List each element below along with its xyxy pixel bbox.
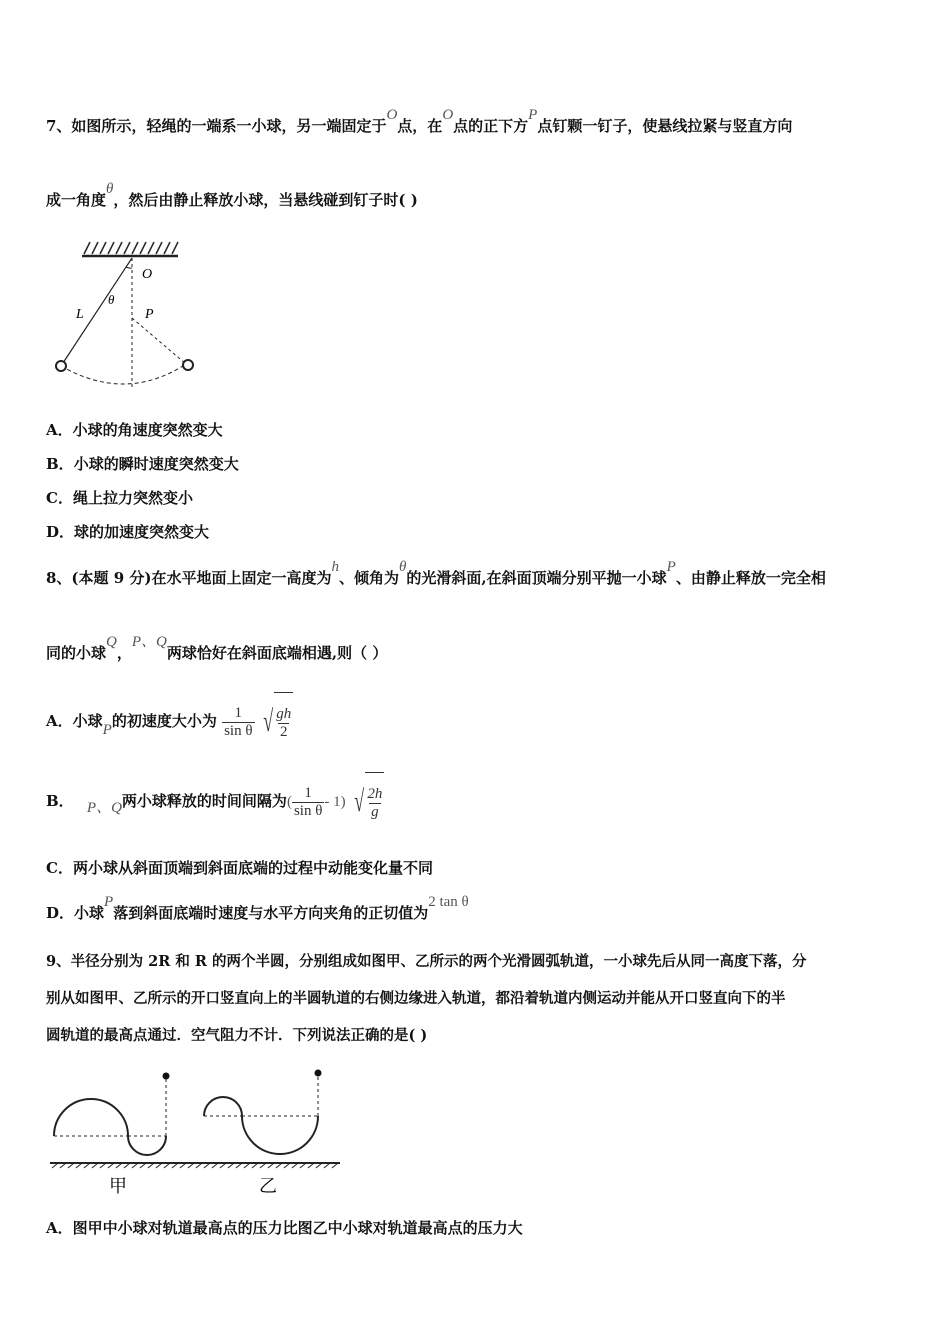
q9-line2: 别从如图甲、乙所示的开口竖直向上的半圆轨道的右侧边缘进入轨道，都沿着轨道内侧运动并能从开口竖直向下的半 (46, 990, 786, 1007)
q9-option-a[interactable]: A．图甲中小球对轨道最高点的压力比图乙中小球对轨道最高点的压力大 (46, 1219, 523, 1237)
label-theta: θ (108, 292, 115, 307)
q9-line3: 圆轨道的最高点通过．空气阻力不计．下列说法正确的是( ) (46, 1027, 428, 1044)
label-L: L (76, 307, 84, 322)
q7-option-d[interactable]: D．球的加速度突然变大 (46, 523, 210, 541)
label-O: O (142, 267, 153, 282)
q8-option-a[interactable]: A．小球P的初速度大小为 $\frac{1}{\text{sin θ}}$ √ $\frac{gh}{2}$ (46, 692, 293, 752)
ball-jia (163, 1073, 170, 1080)
string-line (61, 258, 132, 366)
track-yi-large-arc (242, 1116, 318, 1154)
fraction: $\frac{1}{\text{sin θ}}$ (293, 784, 323, 819)
track-jia-small-arc (128, 1136, 166, 1155)
square-root: √ $\frac{gh}{2}$ (260, 692, 293, 752)
symbol-O: O (442, 107, 454, 123)
q8-option-d[interactable]: D．小球P落到斜面底端时速度与水平方向夹角的正切值为2 tan θ (46, 894, 469, 922)
symbol-P: P (666, 559, 676, 575)
fraction: $\frac{1}{\text{sin θ}}$ (224, 704, 253, 739)
label-jia: 甲 (109, 1176, 127, 1197)
symbol-Q: Q (106, 634, 117, 650)
q8-line2: 同的小球Q，P、Q两球恰好在斜面底端相遇,则（ ） (46, 634, 388, 662)
q8-option-b[interactable]: B． P、Q两小球释放的时间间隔为( $\frac{1}{\text{sin θ}}$ - 1) √ $\frac{2h}{g}$ (46, 772, 384, 832)
q7-option-b[interactable]: B．小球的瞬时速度突然变大 (46, 455, 239, 473)
expression-2tan-theta: 2 tan θ (428, 894, 469, 910)
label-P: P (145, 307, 154, 322)
q8-option-c[interactable]: C．两小球从斜面顶端到斜面底端的过程中动能变化量不同 (46, 859, 433, 877)
symbol-theta: θ (399, 559, 407, 575)
q7-line1: 7、如图所示，轻绳的一端系一小球，另一端固定于O点，在O点的正下方P点钉颗一钉子，使悬线拉紧与竖直方向 (46, 107, 793, 135)
q7-option-c[interactable]: C．绳上拉力突然变小 (46, 489, 193, 507)
ball-right (183, 360, 193, 370)
ball-left (56, 361, 66, 371)
q8-line1: 8、(本题 9 分)在水平地面上固定一高度为h、倾角为θ的光滑斜面,在斜面顶端分别平抛一小球P、由静止释放一完全相 (46, 559, 826, 587)
symbol-theta: θ (106, 181, 114, 197)
symbol-P: P (528, 107, 538, 123)
symbol-h: h (331, 559, 340, 575)
symbol-PQ: P、Q (131, 634, 167, 650)
q7-line2: 成一角度θ，然后由静止释放小球，当悬线碰到钉子时( ) (46, 181, 418, 209)
pendulum-figure (46, 238, 206, 398)
square-root: √ $\frac{2h}{g}$ (351, 772, 384, 832)
q7-option-a[interactable]: A．小球的角速度突然变大 (46, 421, 223, 439)
symbol-P: P (102, 722, 112, 738)
track-figure (46, 1068, 346, 1203)
q9-line1: 9、半径分别为 2R 和 R 的两个半圆，分别组成如图甲、乙所示的两个光滑圆弧轨道，一小球先后从同一高度下落，分 (46, 953, 807, 970)
symbol-P: P (104, 894, 114, 910)
symbol-PQ: P、Q (86, 800, 122, 816)
track-yi-small-arc (204, 1097, 242, 1116)
label-yi: 乙 (259, 1176, 277, 1197)
ball-yi (315, 1070, 322, 1077)
track-jia-large-arc (54, 1099, 128, 1136)
symbol-O: O (386, 107, 398, 123)
